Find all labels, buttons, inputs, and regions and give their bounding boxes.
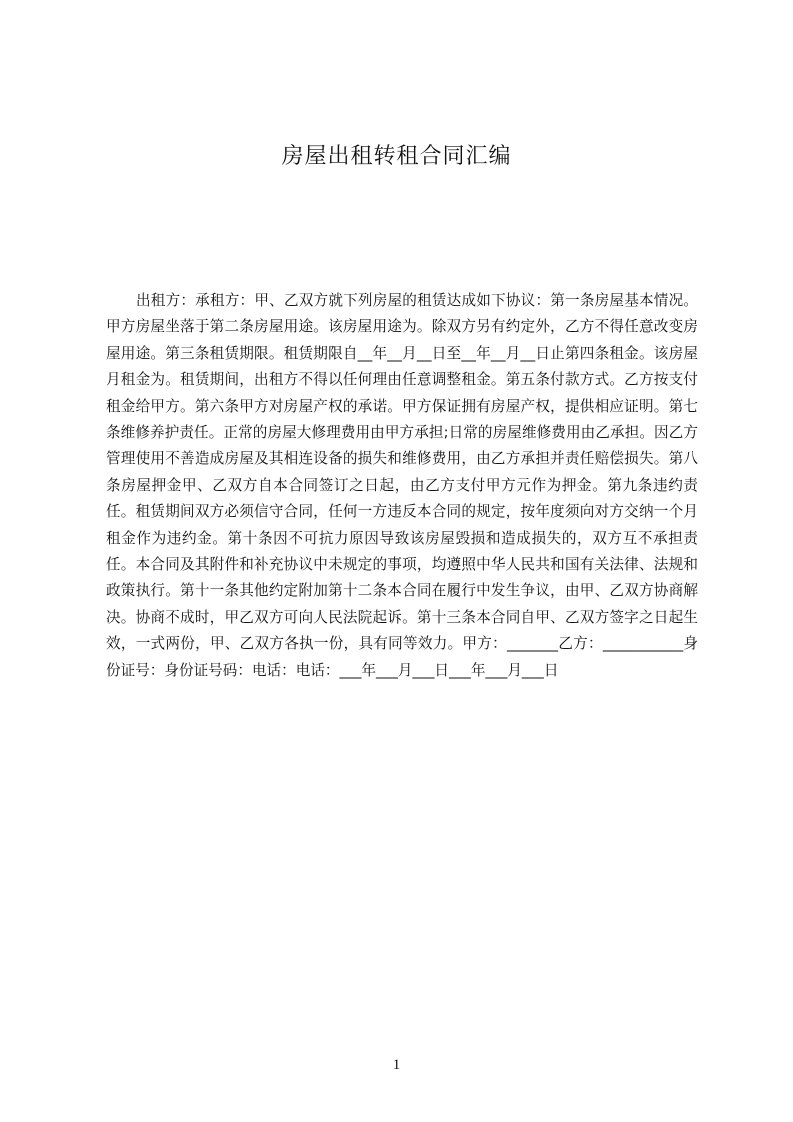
document-title: 房屋出租转租合同汇编 [281, 144, 512, 169]
page-number: 1 [392, 1057, 401, 1073]
contract-body-paragraph: 出租方：承租方：甲、乙双方就下列房屋的租赁达成如下协议：第一条房屋基本情况。甲方房屋坐落于第二条房屋用途。该房屋用途为。除双方另有约定外，乙方不得任意改变房屋用途。第三条租赁期限。租赁期限自__年__月__日至__年__月__日止第四条租金。该房屋月租金为。租赁期间，出租方不得以任何理由任意调整租金。第五条付款方式。乙方按支付租金给甲方。第六条甲方对房屋产权的承诺。甲方保证拥有房屋产权，提供相应证明。第七条维修养护责任。正常的房屋大修理费用由甲方承担;日常的房屋维修费用由乙承担。因乙方管理使用不善造成房屋及其相连设备的损失和维修费用，由乙方承担并责任赔偿损失。第八条房屋押金甲、乙双方自本合同签订之日起，由乙方支付甲方元作为押金。第九条违约责任。租赁期间双方必须信守合同，任何一方违反本合同的规定，按年度须向对方交纳一个月租金作为违约金。第十条因不可抗力原因导致该房屋毁损和造成损失的，双方互不承担责任。本合同及其附件和补充协议中未规定的事项，均遵照中华人民共和国有关法律、法规和政策执行。第十一条其他约定附加第十二条本合同在履行中发生争议，由甲、乙双方协商解决。协商不成时，甲乙双方可向人民法院起诉。第十三条本合同自甲、乙双方签字之日起生效，一式两份，甲、乙双方各执一份，具有同等效力。甲方：_______乙方：___________身份证号：身份证号码：电话：电话：___年___月___日___年___月___日 [106, 292, 698, 679]
